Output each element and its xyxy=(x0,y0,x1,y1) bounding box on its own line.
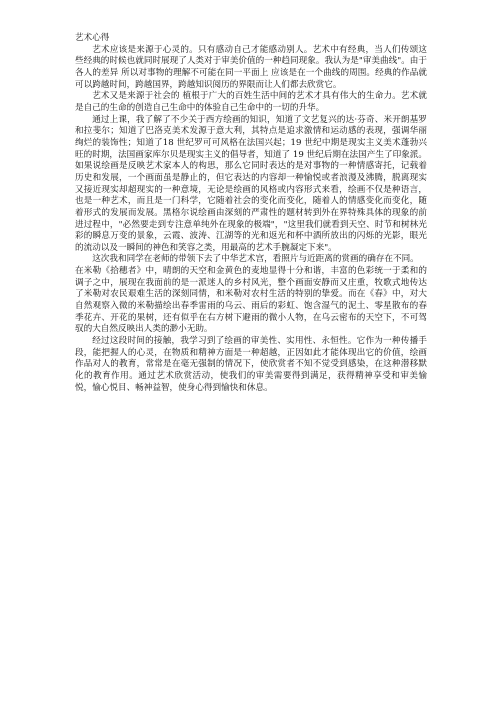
paragraph: 通过上课，我了解了不少关于西方绘画的知识，知道了文艺复兴的达·芬奇、米开朗基罗和拉斐尔；知道了巴洛克美术发源于意大利，其特点是追求激情和运动感的表现，强调华丽绚烂的装饰性；知道了18 世纪罗可可风格在法国兴起；19 世纪中期是现实主义美术蓬勃兴旺的时期，法国画家库尔贝是现实主义的倡导者，知道了 19 世纪后期在法国产生了印象派。如果说绘画是反映艺术家本人的构思，那么它同时表达的是对事物的一种情感寄托，记载着历史和发展，一个画面虽是静止的，但它表达的内容却一种愉悦或者浪漫及沸腾，脱离现实又接近现实却超现实的一种意境，无论是绘画的风格或内容形式来看，绘画不仅是种语言，也是一种艺术，而且是一门科学，它随着社会的变化而变化，随着人的情感变化而变化，随着形式的发展而发展。黑格尔说绘画由深刻的严肃性的题材转到外在界特殊具体的现象的前进过程中，"必然要走到专注意单纯外在现象的极端"，"这里我们就看到天空、时节和树林光彩的瞬息万变的景象，云霞、波涛、江湖等的光和返光和杯中酒所放出的闪烁的光影，眼光的流动以及一瞬间的神色和笑容之类，用最高的艺术手腕凝定下来"。 xyxy=(75,114,427,253)
paragraph: 艺术应该是来源于心灵的。只有感动自己才能感动别人。艺术中有经典，当人们传颂这些经典的时候也就同时展现了人类对于审美价值的一种趋同现象。我认为是"审美曲线"。由于各人的差异 所以对事物的理解不可能在同一平面上 应该是在一个曲线的周围。经典的作品就可以跨越时间，跨越国界，跨越知识阅历的界限而让人们都去欣赏它。 xyxy=(75,44,427,90)
paragraph: 艺术又是来源于社会的 植根于广大的百姓生活中间的艺术才具有伟大的生命力。艺术就是自己的生命的创造自己生命中的体验自己生命中的一切的升华。 xyxy=(75,91,427,113)
paragraph: 在米勒《拾穗者》中，晴朗的天空和金黄色的麦地显得十分和谐，丰富的色彩统一于柔和的调子之中，展现在我面前的是一派迷人的乡村风光，整个画面安静而又庄重，牧歌式地传达了米勒对农民艰难生活的深刻同情，和米勒对农村生活的特别的挚爱。而在《春》中，对大自然观察入微的米勒描绘出春季雷雨的乌云、雨后的彩虹、饱含湿气的泥土、零星散布的春季花卉、开花的果树，还有似乎在右方树下避雨的微小人物，在乌云密布的天空下，不可驾驭的大自然反映出人类的渺小无助。 xyxy=(75,266,427,335)
document-title: 艺术心得 xyxy=(75,33,110,43)
document-body xyxy=(75,33,427,394)
paragraph: 经过这段时间的接触，我学习到了绘画的审美性、实用性、永恒性。它作为一种传播手段，能把握人的心灵，在物质和精神方面是一种超越，正因如此才能体现出它的价值，绘画作品对人的教育，常常是在毫无强制的情况下，使欣赏者不知不觉受到感染，在这种潜移默化的教育作用。通过艺术欣赏活动，使我们的审美需要得到满足，获得精神享受和审美愉悦，愉心悦目、畅神益智，使身心得到愉快和休息。 xyxy=(75,336,427,393)
paragraph: 这次我和同学在老师的带领下去了中华艺术宫，看照片与近距离的赏画的确存在不同。 xyxy=(92,254,419,265)
